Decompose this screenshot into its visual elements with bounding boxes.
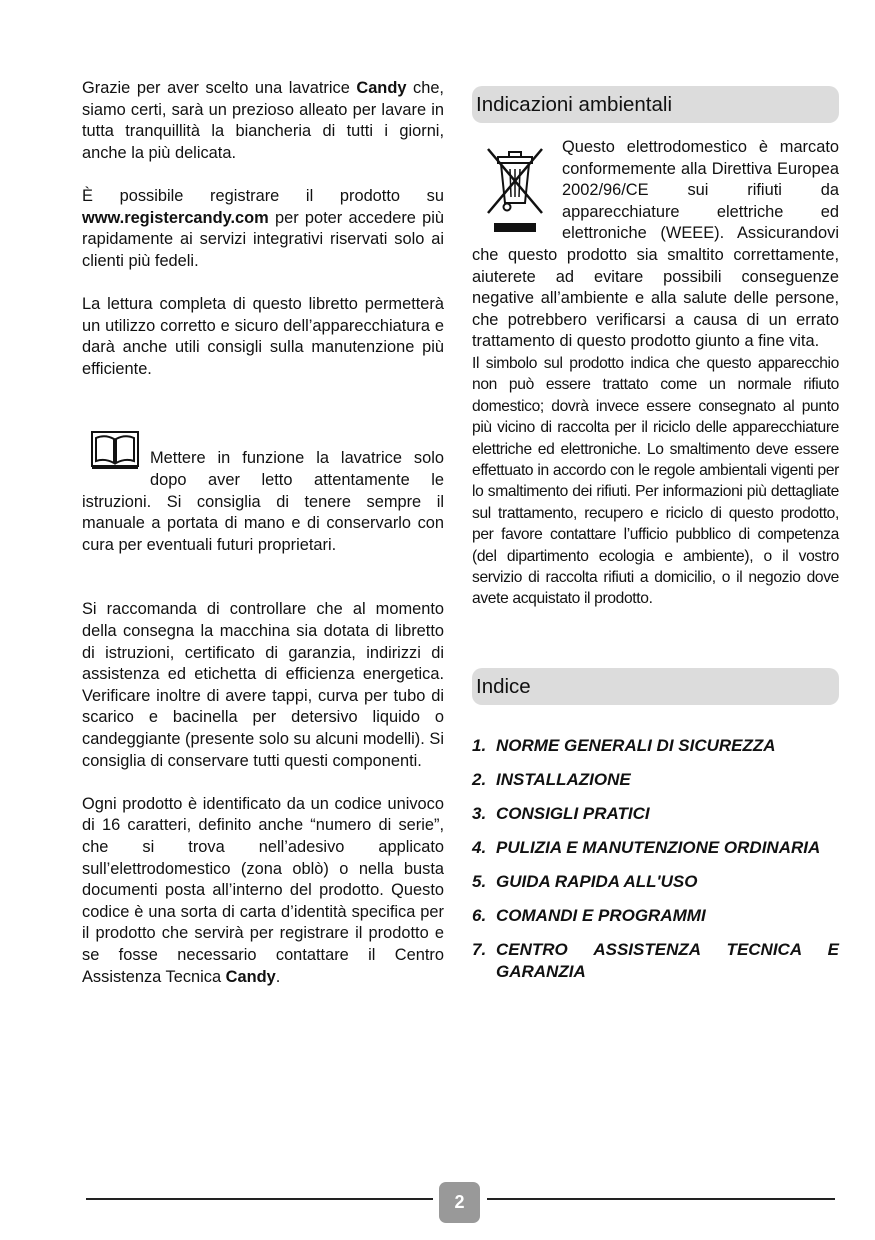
serial-paragraph: Ogni prodotto è identificato da un codice univoco di 16 caratteri, definito anche “numero di serie”, che si trova nell’adesivo applicato sull’elettrodomestico (zona oblò) o nella busta documenti posta all’interno del prodotto. Questo codice è una sorta di carta d’identità specifica per il prodotto che servirà per registrare il prodotto e se fosse necessario contattare il Centro Assistenza Tecnica Candy. — [82, 794, 444, 986]
index-item[interactable]: 2. INSTALLAZIONE — [472, 769, 631, 789]
index-item[interactable]: 7. CENTRO ASSISTENZA TECNICA E GARANZIA — [472, 939, 839, 981]
right-column — [472, 86, 839, 995]
registration-paragraph: È possibile registrare il prodotto su www.registercandy.com per poter accedere più rapidamente ai servizi integrativi riservati solo ai clienti più fedeli. — [82, 186, 444, 270]
index-item[interactable]: 4. PULIZIA E MANUTENZIONE ORDINARIA — [472, 837, 821, 857]
environment-paragraph-1: Questo elettrodomestico è marcato conformemente alla Direttiva Europea 2002/96/CE sui rifiuti da apparecchiature elettriche ed elettroniche (WEEE). Assicurandovi che questo prodotto sia smaltito correttamente, aiuterete ad evitare possibili conseguenze negative all’ambiente e alla salute delle persone, che potrebbero verificarsi a causa di un errato trattamento di questo prodotto giunto a fine vita. — [472, 138, 839, 351]
page-number: 2 — [439, 1182, 480, 1223]
index-item[interactable]: 5. GUIDA RAPIDA ALL'USO — [472, 871, 698, 891]
index-heading: Indice — [472, 668, 839, 705]
left-column — [82, 78, 444, 1010]
book-icon — [90, 430, 140, 470]
notice-text: Mettere in funzione la lavatrice solo dopo aver letto attentamente le istruzioni. Si consiglia di tenere sempre il manuale a portata di mano e di conservarlo con cura per eventuali futuri proprietari. — [82, 449, 444, 554]
index-item[interactable]: 3. CONSIGLI PRATICI — [472, 803, 650, 823]
register-link[interactable]: www.registercandy.com — [82, 208, 269, 227]
intro-paragraph: Grazie per aver scelto una lavatrice Candy che, siamo certi, sarà un prezioso alleato per lavare in tutta tranquillità la biancheria di tutti i giorni, anche la più delicata. — [82, 79, 444, 162]
environment-heading: Indicazioni ambientali — [472, 86, 839, 123]
notice-block — [82, 430, 444, 556]
index-item[interactable]: 6. COMANDI E PROGRAMMI — [472, 905, 706, 925]
weee-bin-icon — [480, 145, 550, 237]
environment-section — [472, 137, 839, 610]
reading-paragraph: La lettura completa di questo libretto permetterà un utilizzo corretto e sicuro dell’apparecchiatura e darà anche utili consigli sulla manutenzione più efficiente. — [82, 294, 444, 378]
environment-paragraph-2: Il simbolo sul prodotto indica che questo apparecchio non può essere trattato come un normale rifiuto domestico; dovrà invece essere consegnato al punto più vicino di raccolta per il riciclo delle apparecchiature elettriche ed elettroniche. Lo smaltimento deve essere effettuato in accordo con le regole ambientali vigenti per lo smaltimento dei rifiuti. Per informazioni più dettagliate sul trattamento, recupero e riciclo di questo prodotto, per favore contattare l’ufficio pubblico di competenza (del dipartimento ecologia e ambiente), o il vostro servizio di raccolta rifiuti a domicilio, o il negozio dove avete acquistato il prodotto. — [472, 354, 839, 608]
index-list — [472, 735, 839, 983]
footer-rule-right — [487, 1198, 835, 1200]
footer-rule-left — [86, 1198, 433, 1200]
accessories-paragraph: Si raccomanda di controllare che al momento della consegna la macchina sia dotata di libretto di istruzioni, certificato di garanzia, indirizzi di assistenza ed etichetta di efficienza energetica. Verificare inoltre di avere tappi, curva per tubo di scarico e bacinella per detersivo liquido o candeggiante (presente solo su alcuni modelli). Si consiglia di conservare tutti questi componenti. — [82, 600, 444, 770]
index-item[interactable]: 1. NORME GENERALI DI SICUREZZA — [472, 735, 776, 755]
